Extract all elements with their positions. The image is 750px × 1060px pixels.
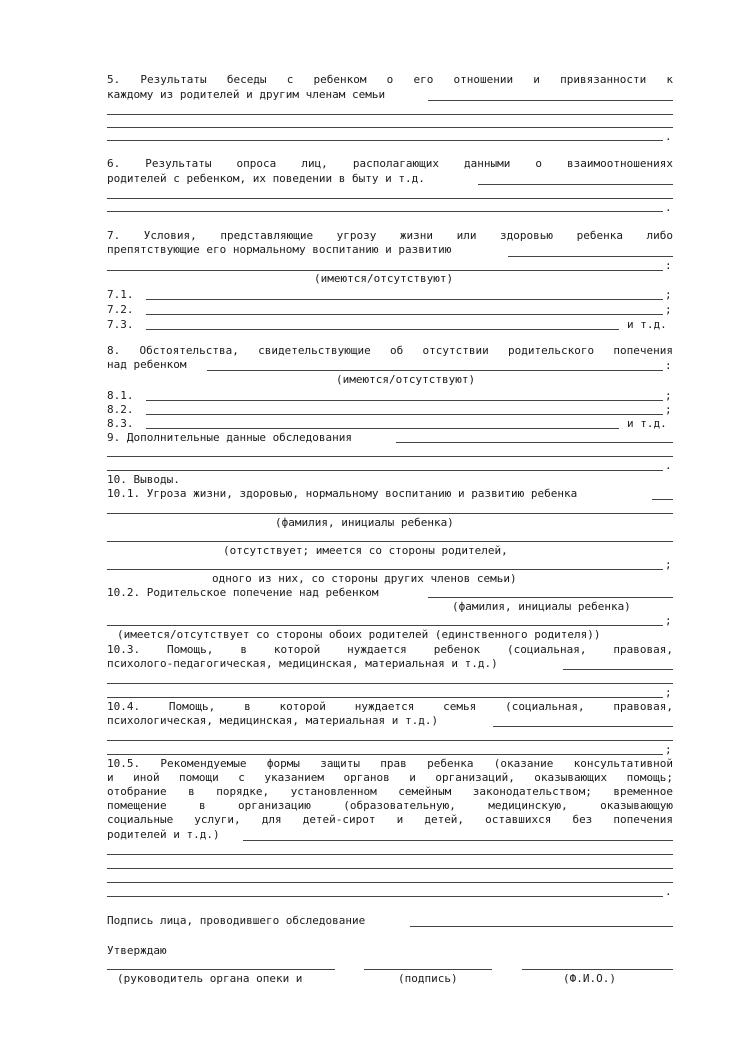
s10-1-fill-line[interactable]: [107, 513, 673, 514]
fio-hint: (Ф.И.О.): [563, 972, 616, 985]
s6-line1: 6. Результаты опроса лиц, располагающих данными о взаимоотношениях: [107, 157, 673, 170]
s7-line2: препятствующие его нормальному воспитанию и развитию: [107, 243, 452, 256]
s10-2-fill-line[interactable]: [428, 597, 673, 598]
s7-etc: и т.д.: [627, 318, 667, 331]
s9-fill-line[interactable]: [107, 456, 673, 457]
s9-line1: 9. Дополнительные данные обследования: [107, 431, 353, 444]
s9-end-dot: .: [665, 459, 672, 472]
s7-colon: :: [665, 259, 672, 272]
s8-item-3: 8.3.: [107, 417, 134, 430]
s6-end-dot: .: [665, 201, 672, 214]
s8-etc: и т.д.: [627, 417, 667, 430]
s8-line1: 8. Обстоятельства, свидетельствующие об отсутствии родительского попечения: [107, 344, 673, 357]
s10-1-fill-line[interactable]: [107, 569, 663, 570]
s10-1-hint-family: одного из них, со стороны других членов семьи): [212, 572, 517, 585]
s6-line2: родителей с ребенком, их поведении в быту и т.д.: [107, 172, 425, 185]
s10-5-line1: 10.5. Рекомендуемые формы защиты прав ребенка (оказание консультативной: [107, 757, 673, 770]
s10-2-fill-line[interactable]: [107, 625, 663, 626]
s8-item-2: 8.2.: [107, 403, 134, 416]
s5-fill-line[interactable]: [107, 114, 673, 115]
s8-item-3-line[interactable]: [146, 428, 619, 429]
s7-item-1-semicolon: ;: [665, 288, 672, 301]
s10-2-text: 10.2. Родительское попечение над ребенком: [107, 586, 379, 599]
s10-3-line2: психолого-педагогическая, медицинская, материальная и т.д.): [107, 657, 498, 670]
s8-item-2-semicolon: ;: [665, 403, 672, 416]
s10-1-hint-source: (отсутствует; имеется со стороны родителей,: [223, 544, 508, 557]
s6-fill-line[interactable]: [107, 211, 663, 212]
s7-item-3: 7.3.: [107, 318, 134, 331]
s10-3-fill-line[interactable]: [563, 669, 673, 670]
s7-hint: (имеются/отсутствуют): [314, 272, 454, 285]
s6-fill-line[interactable]: [107, 198, 673, 199]
s10-3-semicolon: ;: [665, 686, 672, 699]
s5-line1: 5. Результаты беседы с ребенком о его отношении и привязанности к: [107, 73, 673, 86]
s7-line1: 7. Условия, представляющие угрозу жизни или здоровью ребенка либо: [107, 229, 673, 242]
s10-4-semicolon: ;: [665, 743, 672, 756]
s10-3-fill-line[interactable]: [107, 697, 663, 698]
s7-item-1-line[interactable]: [146, 299, 663, 300]
s10-title: 10. Выводы.: [107, 473, 180, 486]
sign-line[interactable]: [364, 969, 492, 970]
s10-5-fill-line[interactable]: [107, 854, 673, 855]
s8-hint: (имеются/отсутствуют): [336, 373, 476, 386]
s10-1-semicolon: ;: [665, 558, 672, 571]
s8-item-1: 8.1.: [107, 389, 134, 402]
s10-5-line6: родителей и т.д.): [107, 828, 220, 841]
s5-end-dot: .: [665, 130, 672, 143]
s7-item-1: 7.1.: [107, 288, 134, 301]
s10-5-line3: отобрание в порядке, установленном семейным законодательством; временное: [107, 785, 673, 798]
s10-5-fill-line[interactable]: [107, 896, 663, 897]
s10-3-line1: 10.3. Помощь, в которой нуждается ребенок (социальная, правовая,: [107, 643, 673, 656]
s7-item-2: 7.2.: [107, 303, 134, 316]
s10-4-fill-line[interactable]: [107, 740, 673, 741]
s5-fill-line[interactable]: [107, 127, 673, 128]
s8-line2: над ребенком: [107, 358, 187, 371]
s9-fill-line[interactable]: [396, 442, 673, 443]
s7-item-2-line[interactable]: [146, 314, 663, 315]
approve-label: Утверждаю: [107, 944, 167, 957]
s7-item-2-semicolon: ;: [665, 303, 672, 316]
signature-line[interactable]: [410, 926, 673, 927]
s7-fill-line[interactable]: [107, 270, 663, 271]
s10-5-line5: социальные услуги, для детей-сирот и детей, оставшихся без попечения: [107, 813, 673, 826]
s10-5-line2: и иной помощи с указанием органов и организаций, оказывающих помощь;: [107, 771, 673, 784]
s10-5-fill-line[interactable]: [107, 882, 673, 883]
s5-fill-line[interactable]: [107, 140, 663, 141]
s10-1-hint-name: (фамилия, инициалы ребенка): [275, 516, 454, 529]
s10-3-fill-line[interactable]: [107, 683, 673, 684]
s8-colon: :: [665, 359, 672, 372]
s9-fill-line[interactable]: [107, 470, 663, 471]
head-signature-line[interactable]: [107, 969, 335, 970]
s10-5-fill-line[interactable]: [107, 868, 673, 869]
signature-label: Подпись лица, проводившего обследование: [107, 914, 366, 927]
s10-4-fill-line[interactable]: [493, 726, 673, 727]
s10-2-hint-name: (фамилия, инициалы ребенка): [452, 600, 631, 613]
s8-fill-line[interactable]: [207, 370, 663, 371]
s7-item-3-line[interactable]: [146, 329, 619, 330]
sign-hint: (подпись): [398, 972, 458, 985]
s8-item-2-line[interactable]: [146, 414, 663, 415]
s10-1-fill-line[interactable]: [652, 499, 673, 500]
s5-fill-line[interactable]: [428, 100, 673, 101]
s8-item-1-line[interactable]: [146, 400, 663, 401]
s8-item-1-semicolon: ;: [665, 389, 672, 402]
s10-5-fill-line[interactable]: [243, 840, 673, 841]
fio-line[interactable]: [522, 969, 673, 970]
s10-4-line2: психологическая, медицинская, материальная и т.д.): [107, 714, 439, 727]
s7-fill-line[interactable]: [508, 256, 673, 257]
s6-fill-line[interactable]: [478, 184, 673, 185]
s10-4-line1: 10.4. Помощь, в которой нуждается семья (социальная, правовая,: [107, 700, 673, 713]
s10-2-hint-source: (имеется/отсутствует со стороны обоих родителей (единственного родителя)): [117, 628, 601, 641]
s5-line2: каждому из родителей и другим членам семьи: [107, 88, 386, 101]
s10-1-text: 10.1. Угроза жизни, здоровью, нормальному воспитанию и развитию ребенка: [107, 487, 578, 500]
head-hint: (руководитель органа опеки и: [117, 972, 303, 985]
s10-4-fill-line[interactable]: [107, 754, 663, 755]
s10-5-end-dot: .: [665, 885, 672, 898]
s10-5-line4: помещение в организацию (образовательную, медицинскую, оказывающую: [107, 799, 673, 812]
s10-2-semicolon: ;: [665, 614, 672, 627]
s10-1-fill-line[interactable]: [107, 541, 673, 542]
